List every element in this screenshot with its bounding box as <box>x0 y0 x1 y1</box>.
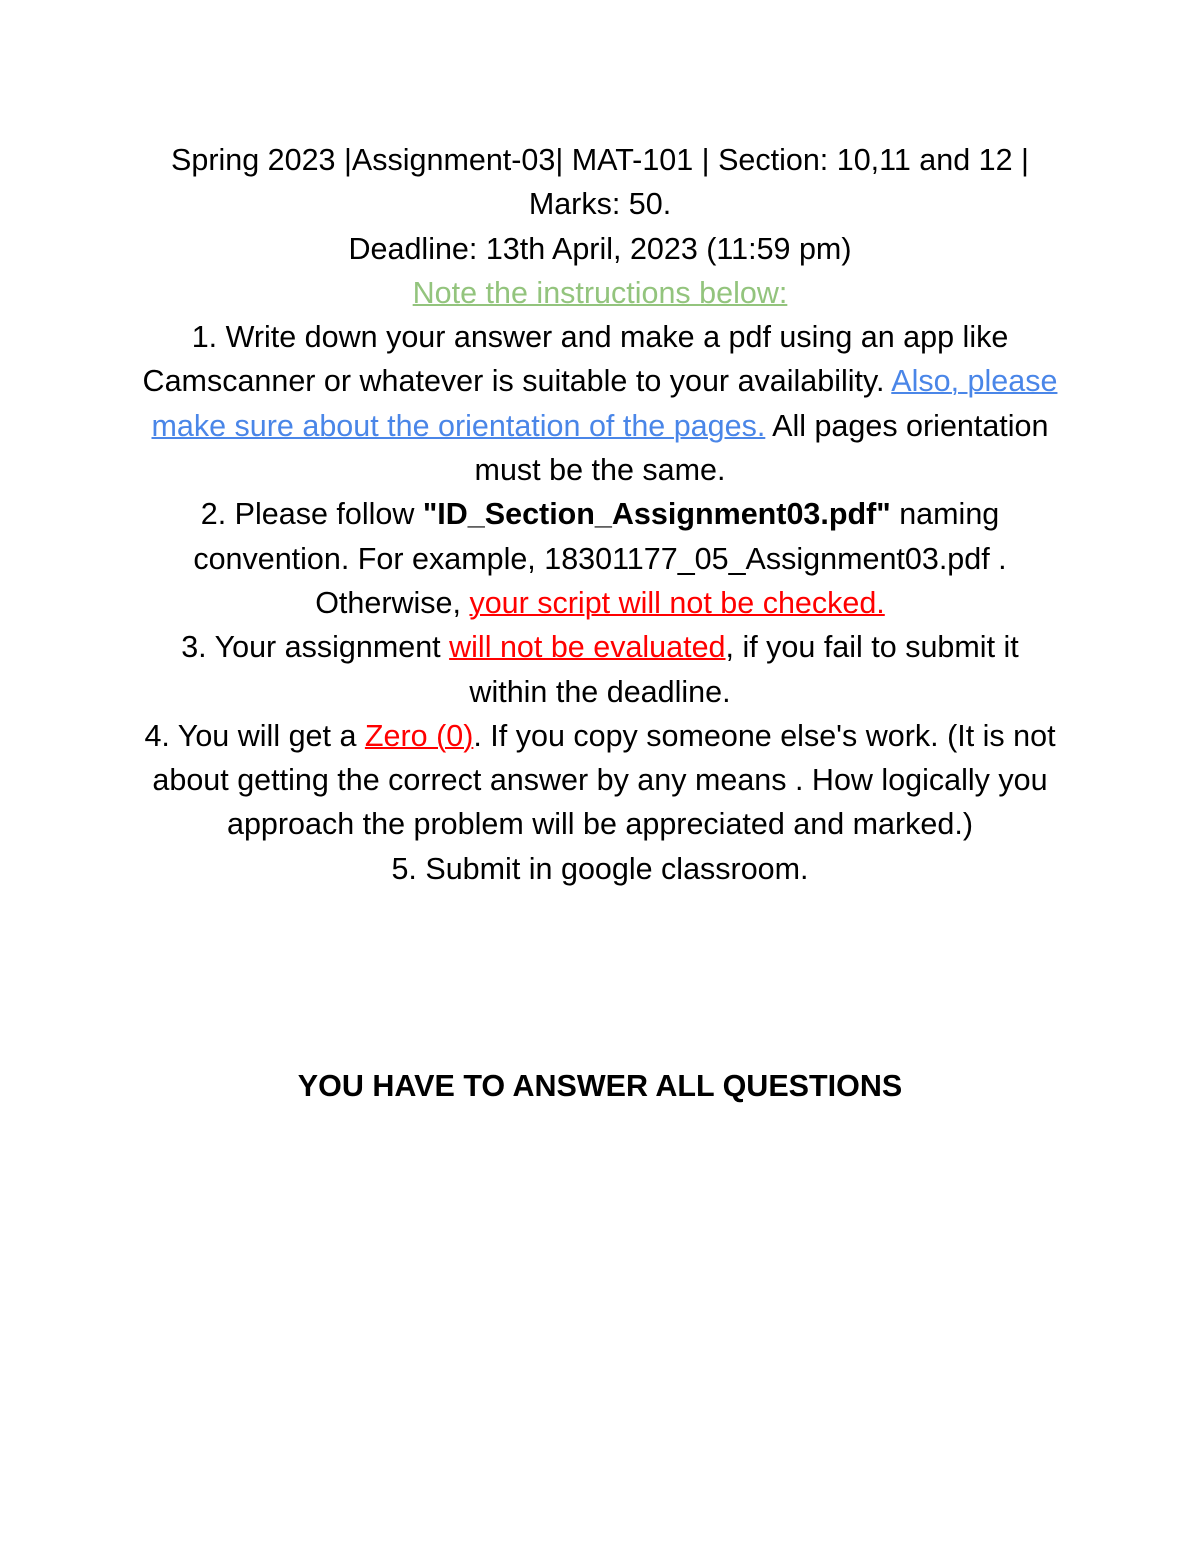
assignment-header: Spring 2023 |Assignment-03| MAT-101 | Section: 10,11 and 12 | Marks: 50. <box>171 143 1029 222</box>
assignment-deadline: Deadline: 13th April, 2023 (11:59 pm) <box>348 231 852 266</box>
orientation-link[interactable]: Also, please make sure about the orientation of the pages. <box>151 364 1058 443</box>
not-evaluated-warning[interactable]: will not be evaluated <box>449 630 726 665</box>
instruction-2 <box>140 492 1060 625</box>
assignment-body <box>140 138 1060 891</box>
instruction-4-text: 4. You will get a <box>144 718 365 753</box>
instruction-4-tail: . If you copy someone else's work. (It is not about getting the correct answer by any means . How logically you approach the problem will be appreciated and marked.) <box>152 718 1056 842</box>
instruction-3-tail: , if you fail to submit it within the deadline. <box>469 630 1019 709</box>
instruction-2-text: 2. Please follow <box>200 497 423 532</box>
instruction-4 <box>140 714 1060 847</box>
instruction-1-text: 1. Write down your answer and make a pdf using an app like Camscanner or whatever is suitable to your availability. <box>142 320 1009 399</box>
instruction-3-text: 3. Your assignment <box>181 630 450 665</box>
instruction-1 <box>140 315 1060 492</box>
not-checked-warning[interactable]: your script will not be checked. <box>469 585 885 620</box>
instructions-note <box>140 271 1060 315</box>
instruction-2-mid: naming convention. For example, 18301177_05_Assignment03.pdf . Otherwise, <box>193 497 1007 620</box>
zero-warning[interactable]: Zero (0) <box>364 718 474 753</box>
instruction-5: 5. Submit in google classroom. <box>391 851 809 886</box>
answer-all-notice: YOU HAVE TO ANSWER ALL QUESTIONS <box>297 1069 903 1103</box>
instructions-note-text: Note the instructions below: <box>412 275 788 310</box>
instruction-1-tail: All pages orientation must be the same. <box>474 408 1049 488</box>
naming-convention: "ID_Section_Assignment03.pdf" <box>422 497 891 532</box>
instruction-3 <box>140 625 1060 714</box>
